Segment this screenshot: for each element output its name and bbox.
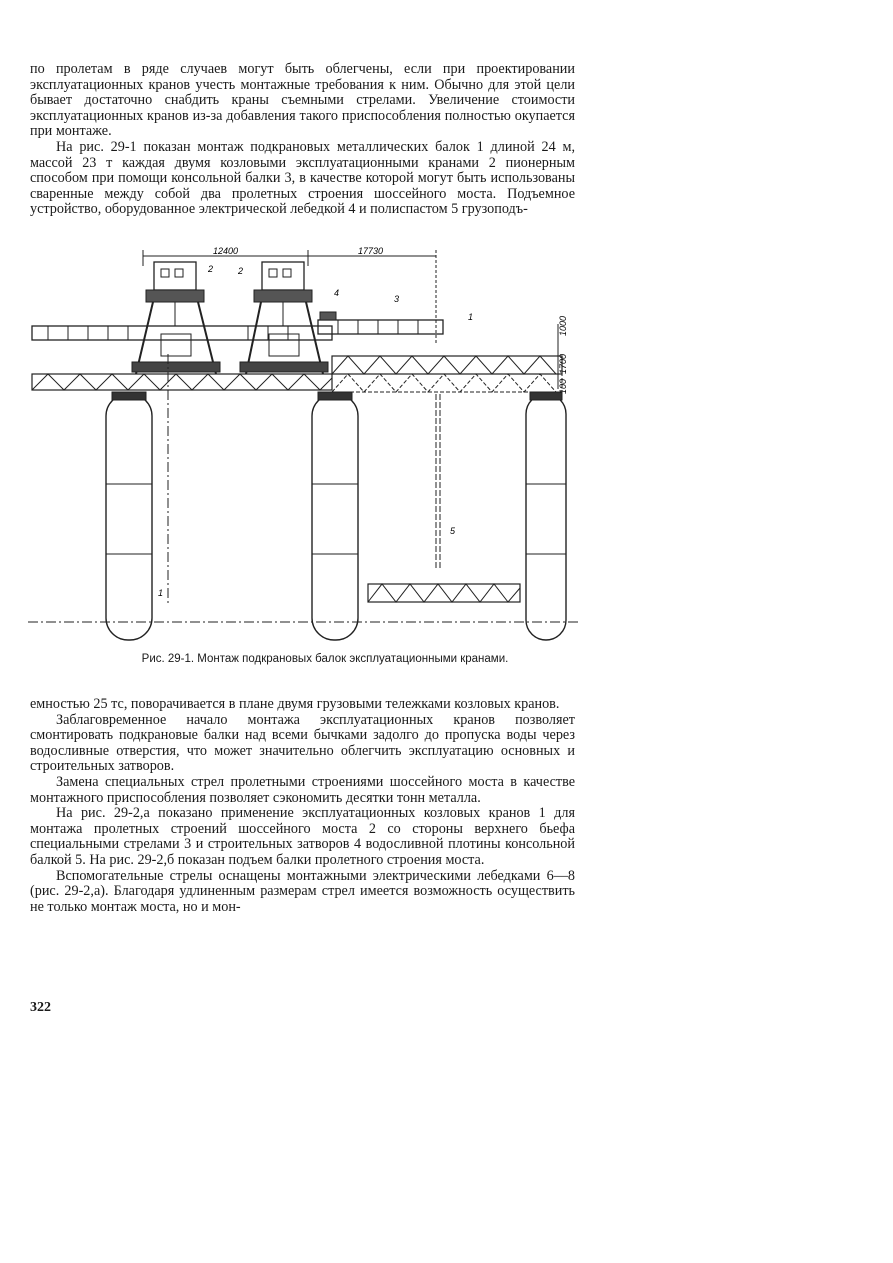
crane-drawing: [18, 244, 588, 644]
dimension-label-1: 12400: [213, 246, 239, 256]
callout-1-bottom: 1: [158, 588, 164, 598]
pier-right: [526, 392, 566, 640]
page-number: 322: [30, 1000, 51, 1015]
gantry-crane-1: [132, 262, 220, 374]
pier-middle: [312, 392, 358, 640]
beam-3: [318, 320, 443, 334]
pier-left: [106, 392, 152, 640]
consol-beam: [32, 326, 332, 340]
paragraph-continuation: емностью 25 тс, поворачивается в плане двумя грузовыми тележками козловых кранов.: [30, 696, 560, 712]
callout-2b: 2: [238, 266, 244, 276]
paragraph-intro: по пролетам в ряде случаев могут быть облегчены, если при проектировании эксплуатационных кранов учесть монтажные требования к ним. Обычно для этой цели бывает достаточно снабдить краны съемными стрелами. Увеличение стоимости эксплуатационных кранов из-за добавления такого приспособления полностью окупается при монтаже.: [30, 61, 575, 140]
dimension-label-2: 17730: [358, 246, 384, 256]
callout-2a: 2: [208, 264, 214, 274]
top-text-block: [30, 62, 575, 218]
callout-4: 4: [334, 288, 340, 298]
figure-caption: Рис. 29-1. Монтаж подкрановых балок эксплуатационными кранами.: [141, 653, 509, 665]
bottom-text-block: [30, 697, 575, 915]
crane-beam-1-lifted: [368, 584, 520, 602]
dimension-label-v1: 1000: [558, 315, 568, 336]
paragraph-replacement: Замена специальных стрел пролетными строениями шоссейного моста в качестве монтажного приспособления позволяет сэкономить десятки тонн металла.: [30, 773, 575, 806]
dimension-label-v2: 1700: [558, 353, 568, 374]
callout-5: 5: [450, 526, 456, 536]
gantry-crane-2: [240, 262, 328, 374]
dimension-label-v3: 100: [558, 378, 568, 394]
winch-4: [320, 312, 336, 320]
paragraph-early-start: Заблаговременное начало монтажа эксплуатационных кранов позволяет смонтировать подкрановые балки над всеми бычками задолго до пропуска воды через водосливные отверстия, что может значительно облегчить эксплуатацию основных и строительных затворов.: [30, 711, 575, 775]
callout-3: 3: [394, 294, 400, 304]
callout-1: 1: [468, 312, 474, 322]
paragraph-fig-29-2: На рис. 29-2,а показано применение эксплуатационных козловых кранов 1 для монтажа пролетных строений шоссейного моста 2 со стороны верхнего бьефа специальными стрелами 3 и строительных затворов 4 водосливной плотины консольной балкой 5. На рис. 29-2,б показан подъем балки пролетного строения моста.: [30, 805, 575, 868]
paragraph-fig-description: На рис. 29-1 показан монтаж подкрановых металлических балок 1 длиной 24 м, массой 23 т каждая двумя козловыми эксплуатационными кранами 2 пионерным способом при помощи консольной балки 3, в качестве которой могут быть использованы сваренные между собой два пролетных строения шоссейного моста. Подъемное устройство, оборудованное электрической лебедкой 4 и полиспастом 5 грузоподъ-: [30, 138, 575, 218]
paragraph-auxiliary-booms: Вспомогательные стрелы оснащены монтажными электрическими лебедками 6—8 (рис. 29-2,а). Благодаря удлиненным размерам стрел имеется возможность осуществить не только монтаж моста, но и мон-: [30, 867, 575, 915]
figure-29-1: [18, 244, 588, 644]
